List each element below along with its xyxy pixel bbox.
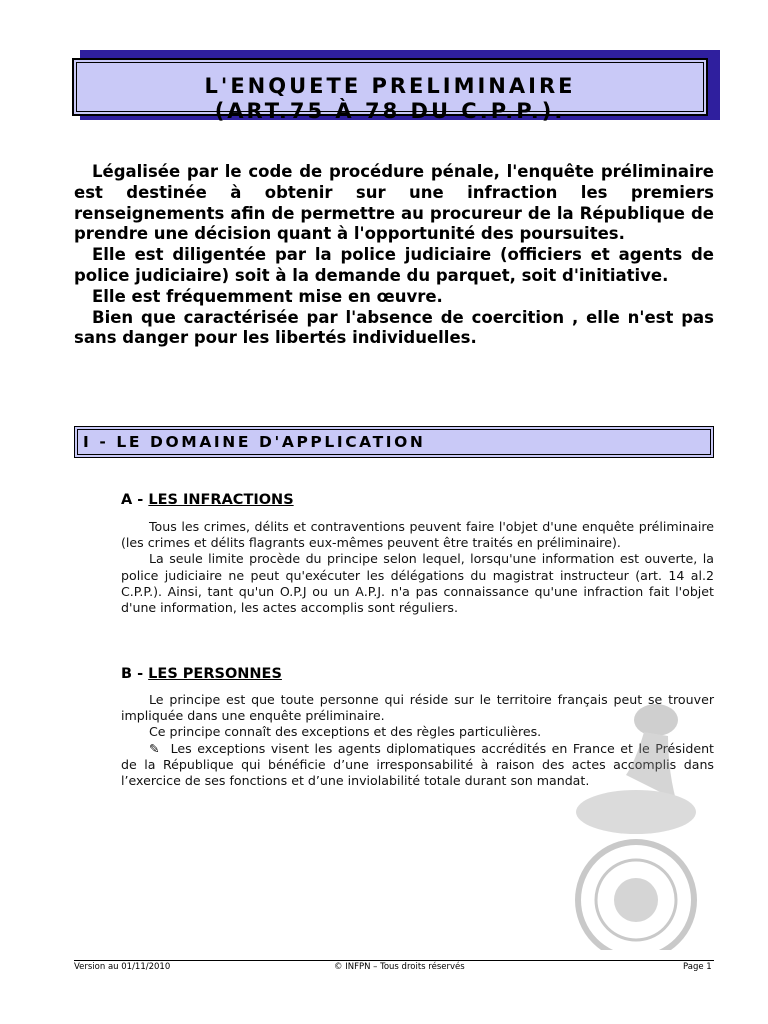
section-heading-box	[74, 426, 714, 458]
paragraph: Ce principe connaît des exceptions et des règles particulières.	[149, 724, 542, 740]
intro-paragraph: Bien que caractérisée par l'absence de coercition , elle n'est pas sans danger pour les libertés individuelles.	[74, 307, 714, 348]
intro-paragraph: Elle est fréquemment mise en œuvre.	[92, 286, 443, 306]
intro-paragraph: Elle est diligentée par la police judiciaire (officiers et agents de police judiciaire) soit à la demande du parquet, soit d'initiative.	[74, 245, 714, 285]
page-title	[74, 74, 706, 124]
infractions-text	[121, 519, 714, 616]
intro-paragraph: Légalisée par le code de procédure pénale, l'enquête préliminaire est destinée à obtenir sur une infraction les premiers renseignements afin de permettre au procureur de la République de prendre une décision quant à l'opportunité des poursuites.	[74, 162, 714, 244]
title-line-2: (ART.75 À 78 DU C.P.P.).	[214, 99, 566, 123]
intro-text	[74, 162, 714, 349]
subheading-title: LES INFRACTIONS	[148, 492, 294, 508]
paragraph: Le principe est que toute personne qui réside sur le territoire français peut se trouver impliquée dans une enquête préliminaire.	[121, 692, 714, 724]
footer-version: Version au 01/11/2010	[74, 962, 171, 972]
hand-pointer-icon: ✎	[149, 740, 160, 756]
subheading-prefix: B -	[121, 666, 149, 682]
footer-copyright: © INFPN – Tous droits réservés	[334, 962, 465, 972]
title-banner	[72, 50, 720, 124]
paragraph: Tous les crimes, délits et contraventions peuvent faire l'objet d'une enquête préliminaire (les crimes et délits flagrants eux-mêmes peuvent être traités en préliminaire).	[121, 519, 714, 551]
paragraph: La seule limite procède du principe selon lequel, lorsqu'une information est ouverte, la police judiciaire ne peut qu'exécuter les délégations du magistrat instructeur (art. 14 al.2 C.P.P.). Ainsi, tant qu'un O.P.J ou un A.P.J. n'a pas connaissance qu'une infraction fait l'objet d'une information, les actes accomplis sont réguliers.	[121, 551, 714, 616]
subheading-prefix: A -	[121, 492, 149, 508]
section-heading: I - LE DOMAINE D'APPLICATION	[83, 433, 426, 451]
title-box	[72, 58, 708, 123]
subheading-personnes	[121, 666, 282, 682]
stamp-watermark-icon	[556, 700, 716, 950]
subheading-title: LES PERSONNES	[148, 666, 282, 682]
footer-divider	[74, 960, 714, 961]
footer-page-number: Page 1	[683, 962, 712, 972]
paragraph-text: Les exceptions visent les agents diplomatiques accrédités en France et le Président de la République qui bénéficie d’une irresponsabilité à raison des actes accomplis dans l’exercice de ses fonctions et d’une inviolabilité totale durant son mandat.	[121, 740, 714, 789]
subheading-infractions	[121, 492, 294, 508]
title-line-1: L'ENQUETE PRELIMINAIRE	[204, 74, 576, 98]
